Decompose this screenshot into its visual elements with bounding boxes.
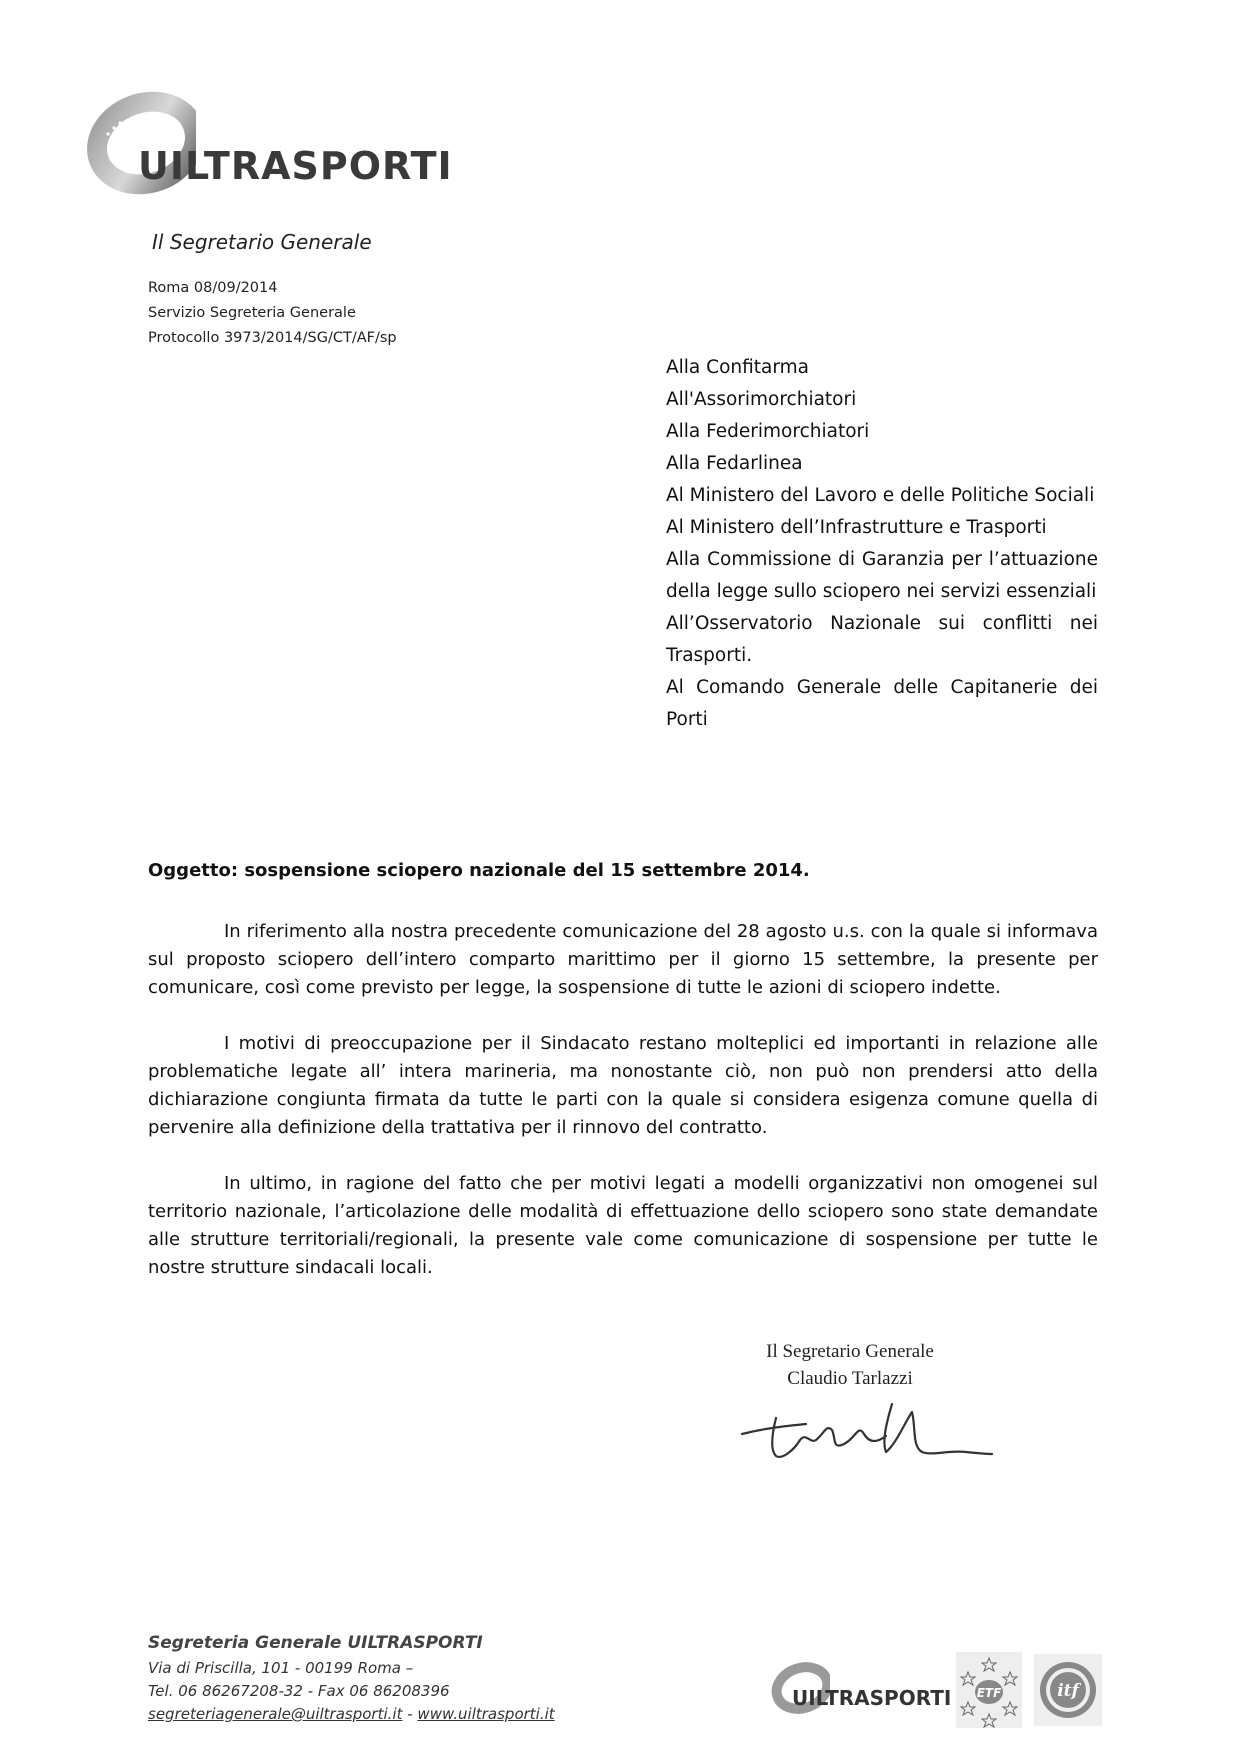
- footer-contacts: [148, 1632, 555, 1726]
- letter-meta: [148, 276, 397, 351]
- recipient: Al Ministero del Lavoro e delle Politiche Sociali: [666, 485, 1095, 506]
- recipient: Alla Commissione di Garanzia per l’attuazione della legge sullo sciopero nei servizi essenziali: [666, 549, 1098, 602]
- recipient: All'Assorimorchiatori: [666, 389, 857, 410]
- footer-title: Segreteria Generale UILTRASPORTI: [148, 1633, 483, 1653]
- letter-subject: Oggetto: sospensione sciopero nazionale del 15 settembre 2014.: [148, 860, 810, 881]
- body-paragraph: In riferimento alla nostra precedente comunicazione del 28 agosto u.s. con la quale si informava sul proposto sciopero dell’intero comparto marittimo per il giorno 15 settembre, la presente per comunicare, così come previsto per legge, la sospensione di tutte le azioni di sciopero indette.: [148, 921, 1098, 998]
- etf-logo-label: ETF: [976, 1686, 1002, 1700]
- footer-phone: Tel. 06 86267208-32 - Fax 06 86208396: [148, 1682, 450, 1700]
- itf-logo-icon: [1032, 1652, 1104, 1728]
- recipient: Al Ministero dell’Infrastrutture e Trasporti: [666, 517, 1047, 538]
- footer-uiltrasporti-logo: [770, 1658, 950, 1724]
- footer-separator: -: [402, 1705, 418, 1723]
- signature-role: Il Segretario Generale: [766, 1341, 934, 1362]
- recipient: Alla Fedarlinea: [666, 453, 803, 474]
- etf-logo-icon: [954, 1650, 1024, 1730]
- body-paragraph: I motivi di preoccupazione per il Sindacato restano molteplici ed importanti in relazione alle problematiche legate all’ intera marineria, ma nonostante ciò, non può non prendersi atto della dichiarazione congiunta firmata da tutte le parti con la quale si considera esigenza comune quella di pervenire alla definizione della trattativa per il rinnovo del contratto.: [148, 1033, 1098, 1138]
- letter-body: [148, 918, 1098, 1310]
- meta-protocol: Protocollo 3973/2014/SG/CT/AF/sp: [148, 330, 397, 346]
- signature-name: Claudio Tarlazzi: [787, 1368, 913, 1389]
- recipient: Alla Confitarma: [666, 357, 809, 378]
- footer-logos: [770, 1650, 1110, 1734]
- uiltrasporti-logo: [86, 88, 466, 208]
- logo-text: UILTRASPORTI: [138, 144, 453, 188]
- footer-logo-text: UILTRASPORTI: [792, 1686, 952, 1710]
- website-link[interactable]: www.uiltrasporti.it: [417, 1705, 555, 1723]
- signature-block: [740, 1338, 960, 1392]
- header-title: Il Segretario Generale: [152, 230, 372, 254]
- footer-address: Via di Priscilla, 101 - 00199 Roma –: [148, 1659, 414, 1677]
- body-paragraph: In ultimo, in ragione del fatto che per motivi legati a modelli organizzativi non omogenei sul territorio nazionale, l’articolazione delle modalità di effettuazione dello sciopero sono state demandate alle strutture territoriali/regionali, la presente vale come comunicazione di sospensione per tutte le nostre strutture sindacali locali.: [148, 1173, 1098, 1278]
- email-link[interactable]: segreteriagenerale@uiltrasporti.it: [148, 1705, 403, 1723]
- meta-date: Roma 08/09/2014: [148, 280, 278, 296]
- itf-logo-label: itf: [1057, 1681, 1079, 1701]
- meta-service: Servizio Segreteria Generale: [148, 305, 356, 321]
- footer-links: [148, 1703, 555, 1726]
- recipients-list: [666, 352, 1098, 736]
- recipient: Al Comando Generale delle Capitanerie dei Porti: [666, 677, 1098, 730]
- recipient: All’Osservatorio Nazionale sui conflitti nei Trasporti.: [666, 613, 1098, 666]
- recipient: Alla Federimorchiatori: [666, 421, 870, 442]
- handwritten-signature: [736, 1394, 998, 1464]
